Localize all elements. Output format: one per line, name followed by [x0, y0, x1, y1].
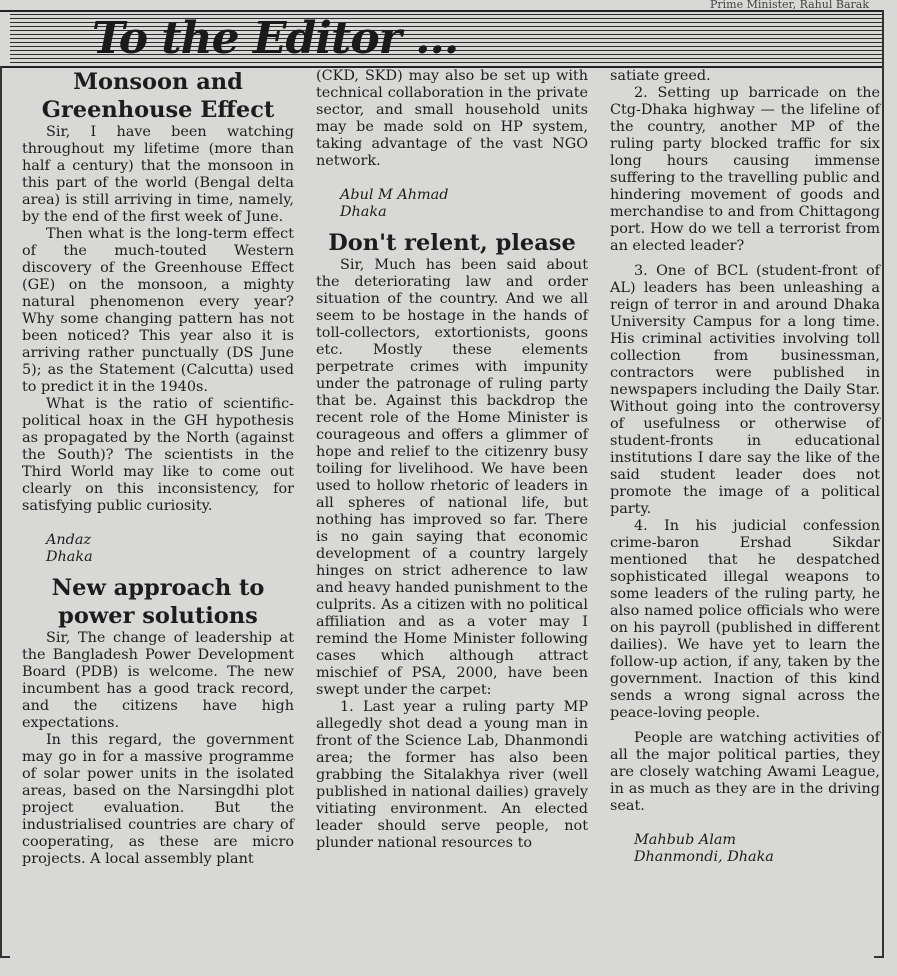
letter-paragraph-continued: satiate greed. — [610, 68, 711, 84]
signature-place: Dhanmondi, Dhaka — [634, 849, 774, 865]
letter-paragraph: Sir, Much has been said about the deteriorating law and order situation of the country. And we all seem to be hostage in the hands of toll-collectors, extortionists, goons etc. Mostly these elements perpetrate crimes with impunity under the patronage of ruling party that be. Against this backdrop the recent role of the Home Minister is courageous and offers a glimmer of hope and relief to the citizenry busy toiling for livelihood. We have been used to hollow rhetoric of leaders in all spheres of national life, but nothing has improved so far. There is no gain saying that economic development of a country largely hinges on strict adherence to law and heavy handed punishment to the culprits. As a citizen with no political affiliation and as a voter may I remind the Home Minister following cases which although attract mischief of PSA, 2000, have been swept under the carpet: — [316, 257, 588, 698]
letter-paragraph: 2. Setting up barricade on the Ctg-Dhaka highway — the lifeline of the country, another MP of the ruling party blocked traffic for six long hours causing immense suffering to the travelling public and hindering movement of goods and merchandise to and from Chittagong port. How do we tell a terrorist from an elected leader? — [610, 85, 880, 254]
top-strip-text: Prime Minister, Rahul Barak — [709, 0, 869, 10]
letter-paragraph: 1. Last year a ruling party MP allegedly shot dead a young man in front of the Science Lab, Dhanmondi area; the former has also been grabbing the Sitalakhya river (well published in national dailies) gravely vitiating environment. An elected leader should serve people, not plunder national resources to — [316, 699, 588, 851]
top-rule — [0, 10, 884, 12]
letter-paragraph: Then what is the long-term effect of the much-touted Western discovery of the Greenhouse Effect (GE) on the monsoon, a mighty natural phenomenon every year? Why some changing pattern has not been noticed? This year also it is arriving rather punctually (DS June 5); as the Statement (Calcutta) used to predict it in the 1940s. — [22, 226, 294, 395]
bottom-left-corner — [0, 956, 10, 958]
letter-headline: Monsoon and Greenhouse Effect — [41, 69, 275, 123]
section-masthead — [10, 14, 884, 64]
column-3 — [610, 68, 880, 968]
letter-headline: Don't relent, please — [328, 230, 576, 256]
letter-paragraph: 4. In his judicial confession crime-baron Ershad Sikdar mentioned that he despatched sophisticated illegal weapons to some leaders of the ruling party, he also named police officials who were on his payroll (published in different dailies). We have yet to learn the follow-up action, if any, taken by the government. Inaction of this kind sends a wrong signal across the peace-loving people. — [610, 518, 880, 721]
letter-paragraph: People are watching activities of all the major political parties, they are closely watching Awami League, in as much as they are in the driving seat. — [610, 730, 880, 814]
letter-paragraph: Sir, The change of leadership at the Bangladesh Power Development Board (PDB) is welcome. The new incumbent has a good track record, and the citizens have high expectations. — [22, 630, 294, 731]
letter-paragraph: 3. One of BCL (student-front of AL) leaders has been unleashing a reign of terror in and around Dhaka University Campus for a long time. His criminal activities involving toll collection from businessman, contractors were published in newspapers including the Daily Star. Without going into the controversy of usefulness or otherwise of student-fronts in educational institutions I dare say the like of the said student leader does not promote the image of a political party. — [610, 263, 880, 517]
signature-name: Mahbub Alam — [634, 832, 737, 848]
right-border — [882, 10, 884, 958]
letter-paragraph-continued: (CKD, SKD) may also be set up with technical collaboration in the private sector, and small household units may be made sold on HP system, taking advantage of the vast NGO network. — [316, 68, 588, 169]
signature-place: Dhaka — [340, 204, 387, 220]
signature-name: Andaz — [46, 532, 92, 548]
letter-paragraph: Sir, I have been watching throughout my lifetime (more than half a century) that the monsoon in this part of the world (Bengal delta area) is still arriving in time, namely, by the end of the first week of June. — [22, 124, 294, 225]
letter-headline: New approach to power solutions — [51, 575, 265, 629]
letter-paragraph: In this regard, the government may go in for a massive programme of solar power units in the isolated areas, based on the Narsingdhi plot project evaluation. But the industrialised countries are chary of cooperating, as these are micro projects. A local assembly plant — [22, 732, 294, 867]
column-1 — [22, 68, 294, 968]
left-border — [0, 66, 2, 958]
signature-place: Dhaka — [46, 549, 93, 565]
letter-paragraph: What is the ratio of scientific-political hoax in the GH hypothesis as propagated by the North (against the South)? The scientists in the Third World may like to come out clearly on this inconsistency, for satisfying public curiosity. — [22, 396, 294, 514]
section-title: To the Editor ... — [84, 14, 466, 64]
column-2 — [316, 68, 588, 968]
signature-name: Abul M Ahmad — [340, 187, 449, 203]
